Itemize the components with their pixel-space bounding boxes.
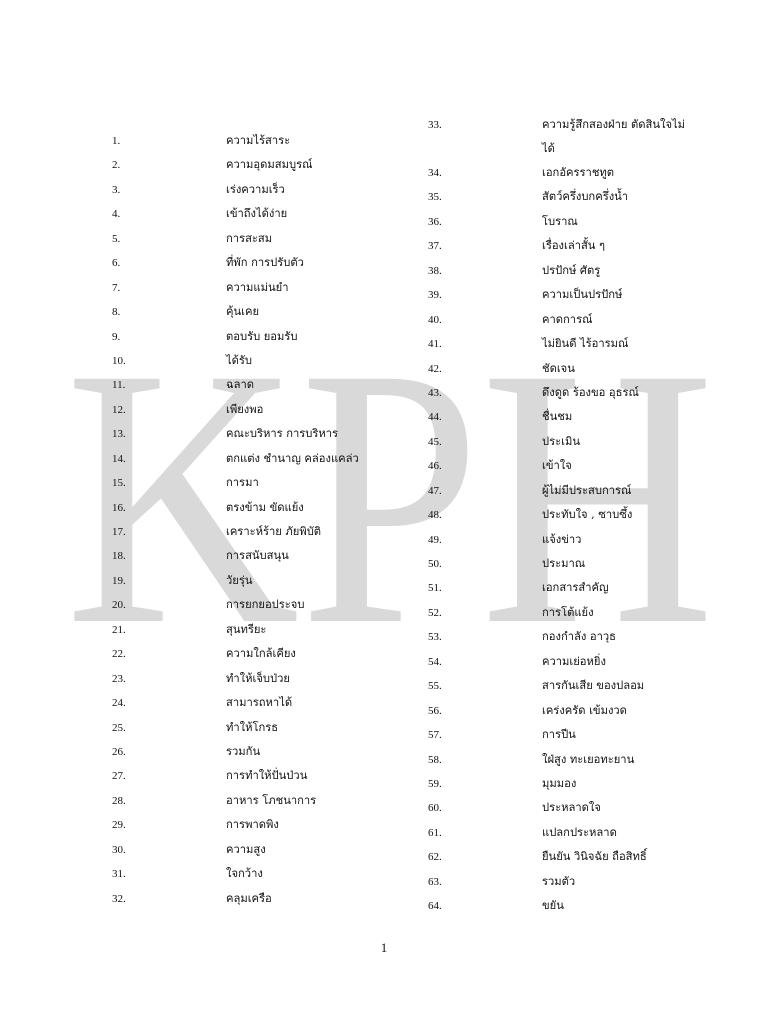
item-number: 23. <box>112 672 126 685</box>
item-term: ความอุดมสมบูรณ์ <box>226 158 313 172</box>
item-number: 8. <box>112 306 121 319</box>
item-term: เข้าถึงได้ง่าย <box>226 207 288 221</box>
item-number: 43. <box>428 386 442 399</box>
item-term: ดึงดูด ร้องขอ อุธรณ์ <box>542 385 639 399</box>
item-term: ความสูง <box>226 842 266 856</box>
item-number: 47. <box>428 484 442 497</box>
item-term: เพียงพอ <box>226 402 264 416</box>
item-term: สารกันเสีย ของปลอม <box>542 679 645 693</box>
item-number: 60. <box>428 802 442 815</box>
item-term: สามารถหาได้ <box>226 696 293 710</box>
item-number: 44. <box>428 411 442 424</box>
item-number: 2. <box>112 159 121 172</box>
watermark-text: KPH <box>65 335 715 655</box>
item-term: ใจกว้าง <box>226 867 263 881</box>
item-term: ที่พัก การปรับตัว <box>226 256 304 270</box>
item-number: 46. <box>428 460 442 473</box>
item-number: 34. <box>428 167 442 179</box>
item-number: 64. <box>428 900 442 913</box>
item-term: ได้รับ <box>226 353 253 367</box>
item-number: 28. <box>112 794 126 807</box>
item-number: 14. <box>112 452 126 465</box>
item-number: 55. <box>428 680 442 693</box>
item-number: 51. <box>428 582 442 595</box>
item-term: ผู้ไม่มีประสบการณ์ <box>542 483 632 497</box>
item-number: 59. <box>428 777 442 790</box>
item-number: 30. <box>112 843 126 856</box>
item-number: 5. <box>112 232 121 245</box>
item-term: ตรงข้าม ขัดแย้ง <box>226 500 304 514</box>
item-term: ประหลาดใจ <box>542 801 601 815</box>
item-number: 12. <box>112 403 126 416</box>
item-number: 4. <box>112 208 121 221</box>
item-number: 49. <box>428 533 442 546</box>
item-number: 25. <box>112 721 126 734</box>
item-number: 39. <box>428 289 442 302</box>
item-term: คลุมเครือ <box>226 891 272 905</box>
item-number: 36. <box>428 215 442 228</box>
item-number: 22. <box>112 648 126 661</box>
item-number: 3. <box>112 183 121 196</box>
item-term: ความแม่นยำ <box>226 280 289 294</box>
item-number: 61. <box>428 826 442 839</box>
page-number: 1 <box>380 940 388 955</box>
item-term: ปรปักษ์ ศัตรู <box>542 263 601 277</box>
item-term: ขยัน <box>542 899 564 913</box>
item-term: ประมาณ <box>542 557 586 570</box>
item-number: 11. <box>112 379 126 392</box>
item-number: 45. <box>428 435 442 448</box>
item-term: เอกอัครราชทูต <box>542 166 615 179</box>
item-term: เข้าใจ <box>542 459 572 473</box>
item-term: ความรู้สึกสองฝ่าย ตัดสินใจไม่ได้ <box>542 118 686 155</box>
item-term: มุมมอง <box>542 776 577 790</box>
item-term: ชัดเจน <box>542 361 575 375</box>
item-number: 13. <box>112 428 126 441</box>
item-term: เอกสารสำคัญ <box>542 581 609 595</box>
item-term: ประทับใจ , ซาบซึ้ง <box>542 508 633 522</box>
item-number: 7. <box>112 281 121 294</box>
item-term: รวมตัว <box>542 874 576 888</box>
item-term: ความเป็นปรปักษ์ <box>542 288 623 302</box>
item-number: 52. <box>428 606 442 619</box>
item-number: 37. <box>428 240 442 253</box>
item-term: รวมกัน <box>226 744 261 758</box>
item-number: 24. <box>112 697 126 710</box>
item-term: เคร่งครัด เข้มงวด <box>542 703 627 717</box>
item-term: ตอบรับ ยอมรับ <box>226 329 298 343</box>
item-term: การโต้แย้ง <box>542 605 594 619</box>
item-number: 10. <box>112 354 126 367</box>
item-term: อาหาร โภชนาการ <box>226 793 317 807</box>
item-term: ใฝ่สูง ทะเยอทะยาน <box>542 752 635 766</box>
item-number: 53. <box>428 631 442 644</box>
item-term: ความเย่อหยิ่ง <box>542 654 606 668</box>
item-number: 38. <box>428 264 442 277</box>
item-term: การสนับสนุน <box>226 549 289 563</box>
item-term: คุ้นเคย <box>226 305 259 319</box>
item-number: 20. <box>112 599 126 612</box>
item-number: 48. <box>428 509 442 522</box>
item-number: 17. <box>112 526 126 538</box>
item-term: เคราะห์ร้าย ภัยพิบัติ <box>226 525 322 538</box>
item-term: ฉลาด <box>226 378 255 392</box>
item-term: วัยรุ่น <box>226 573 253 587</box>
item-term: การมา <box>226 476 259 490</box>
item-number: 57. <box>428 729 442 742</box>
item-number: 33. <box>428 119 442 131</box>
item-number: 42. <box>428 362 442 375</box>
item-term: สุนทรียะ <box>226 622 267 636</box>
item-number: 56. <box>428 704 442 717</box>
item-term: เรื่องเล่าสั้น ๆ <box>542 239 606 253</box>
item-term: การยกยอประจบ <box>226 598 305 612</box>
item-number: 26. <box>112 745 126 758</box>
item-number: 18. <box>112 550 126 563</box>
item-number: 40. <box>428 313 442 326</box>
item-number: 1. <box>112 135 121 147</box>
item-term: ทำให้เจ็บป่วย <box>226 671 290 685</box>
item-term: ตกแต่ง ชำนาญ คล่องแคล่ว <box>226 451 359 465</box>
item-term: แจ้งข่าว <box>542 532 582 546</box>
item-term: สัตว์ครึ่งบกครึ่งน้ำ <box>542 190 629 204</box>
item-term: ประเมิน <box>542 434 580 448</box>
item-term: ความใกล้เคียง <box>226 647 296 661</box>
item-term: กองกำลัง อาวุธ <box>542 630 616 644</box>
item-term: ทำให้โกรธ <box>226 720 279 734</box>
item-number: 9. <box>112 330 121 343</box>
item-number: 41. <box>428 338 442 351</box>
item-number: 21. <box>112 623 126 636</box>
item-term: เร่งความเร็ว <box>226 182 285 196</box>
item-number: 50. <box>428 558 442 570</box>
item-number: 16. <box>112 501 126 514</box>
item-term: การสะสม <box>226 231 273 245</box>
item-term: ไม่ยินดี ไร้อารมณ์ <box>542 337 629 351</box>
item-number: 35. <box>428 191 442 204</box>
item-number: 63. <box>428 875 442 888</box>
item-term: คาดการณ์ <box>542 312 593 326</box>
item-term: การพาดพิง <box>226 818 279 832</box>
item-term: ความไร้สาระ <box>226 134 291 147</box>
item-term: ยืนยัน วินิจฉัย ถือสิทธิ์ <box>542 850 647 864</box>
item-term: การทำให้ปั่นป่วน <box>226 769 308 783</box>
item-term: โบราณ <box>542 214 578 228</box>
item-number: 58. <box>428 753 442 766</box>
item-number: 29. <box>112 819 126 832</box>
item-number: 6. <box>112 257 121 270</box>
item-number: 15. <box>112 477 126 490</box>
item-number: 32. <box>112 892 126 905</box>
item-term: ชื่นชม <box>542 410 573 424</box>
item-term: คณะบริหาร การบริหาร <box>226 427 339 441</box>
item-number: 19. <box>112 574 126 587</box>
item-term: การปีน <box>542 728 576 742</box>
item-number: 54. <box>428 655 442 668</box>
item-number: 31. <box>112 868 126 881</box>
item-number: 27. <box>112 770 126 783</box>
item-term: แปลกประหลาด <box>542 825 617 839</box>
item-number: 62. <box>428 851 442 864</box>
